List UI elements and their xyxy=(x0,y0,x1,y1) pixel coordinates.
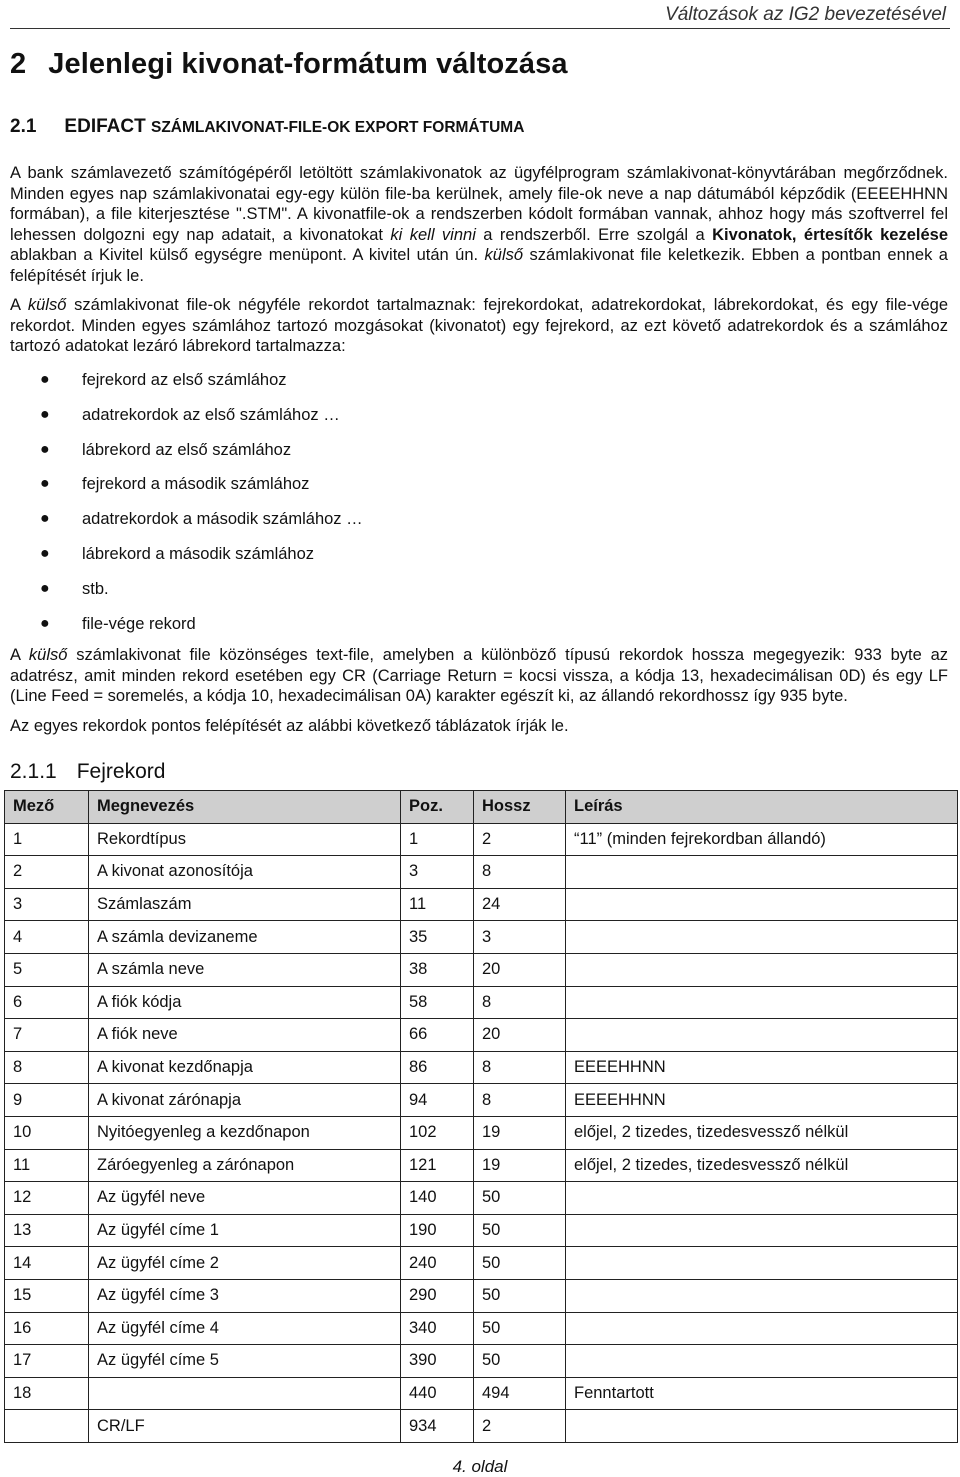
table-cell: 17 xyxy=(5,1345,89,1378)
table-cell: 5 xyxy=(5,953,89,986)
table-cell: 3 xyxy=(5,888,89,921)
table-cell xyxy=(566,986,958,1019)
table-cell: 66 xyxy=(401,1019,474,1052)
text-run: A bank számlavezető számítógépéről letöltött számlakivonatok az ügyfélprogram számlakivonat-könyvtárában megőrződnek. Minden egyes nap számlakivonatai egy-egy külön file-ba kerülnek, amely file-ok neve a nap dátumából képződik (EEEEHHNN formában), a file kiterjesztése ".STM". A kivonatfile-ok a rendszerben kódolt formában vannak, ahhoz hogy más szoftverrel fel lehessen dolgozni egy nap adatait, a kivonatokat xyxy=(10,164,948,244)
table-cell: 20 xyxy=(474,1019,566,1052)
table-cell: 35 xyxy=(401,921,474,954)
page-number: 4. oldal xyxy=(452,1457,508,1476)
table-cell: A fiók neve xyxy=(89,1019,401,1052)
column-header: Leírás xyxy=(566,791,958,824)
table-cell: Az ügyfél címe 3 xyxy=(89,1279,401,1312)
table-cell: 934 xyxy=(401,1410,474,1443)
list-item-text: file-vége rekord xyxy=(82,614,196,633)
running-header: Változások az IG2 bevezetésével xyxy=(665,4,946,25)
table-cell: 12 xyxy=(5,1182,89,1215)
text-run-italic: külső xyxy=(484,246,524,264)
subsubsection-heading xyxy=(10,760,165,784)
table-row xyxy=(5,1279,958,1312)
text-run: számlakivonat file keletkezik. Ebben a pontban ennek a felépítését írjuk le. xyxy=(10,246,948,285)
table-cell: 94 xyxy=(401,1084,474,1117)
text-run: ablakban a Kivitel külső egységre menüpont. A kivitel után ún. xyxy=(10,246,485,264)
table-cell: 8 xyxy=(474,986,566,1019)
table-cell: 6 xyxy=(5,986,89,1019)
table-cell: 19 xyxy=(474,1149,566,1182)
header-record-table xyxy=(4,790,958,1443)
list-item-text: fejrekord a második számlához xyxy=(82,475,310,494)
list-item-text: adatrekordok a második számlához … xyxy=(82,510,363,529)
table-cell: 2 xyxy=(474,1410,566,1443)
table-cell xyxy=(566,1312,958,1345)
table-body xyxy=(5,823,958,1442)
table-cell: előjel, 2 tizedes, tizedesvessző nélkül xyxy=(566,1149,958,1182)
table-cell: 38 xyxy=(401,953,474,986)
subsection-heading xyxy=(10,116,524,138)
table-cell: 2 xyxy=(474,823,566,856)
table-cell: 1 xyxy=(401,823,474,856)
table-cell: 240 xyxy=(401,1247,474,1280)
table-row xyxy=(5,856,958,889)
table-cell: 50 xyxy=(474,1182,566,1215)
text-run: számlakivonat file közönséges text-file, amelyben a különböző típusú rekordok hossza megegyezik: 933 byte az adatrész, amit minden rekord esetében egy CR (Carriage Return = kocsi vissza, a kódja 13, hexadecimálisan 0D) és egy LF (Line Feed = soremelés, a kódja 10, hexadecimálisan 0A) karakter egészít ki, az állandó rekordhossz így 935 byte. xyxy=(10,646,948,705)
table-cell: 102 xyxy=(401,1116,474,1149)
table-cell xyxy=(566,1182,958,1215)
list-item xyxy=(40,575,363,610)
header-divider xyxy=(10,28,950,29)
table-cell: 494 xyxy=(474,1377,566,1410)
list-item xyxy=(40,610,363,645)
text-run-italic: ki kell vinni xyxy=(390,225,476,244)
column-header: Megnevezés xyxy=(89,791,401,824)
table-row xyxy=(5,1019,958,1052)
table-cell: A kivonat kezdőnapja xyxy=(89,1051,401,1084)
table-cell: 10 xyxy=(5,1116,89,1149)
table-row xyxy=(5,986,958,1019)
table-row xyxy=(5,823,958,856)
table-cell: “11” (minden fejrekordban állandó) xyxy=(566,823,958,856)
list-item-text: lábrekord a második számlához xyxy=(82,544,315,563)
table-cell: 390 xyxy=(401,1345,474,1378)
table-cell: A fiók kódja xyxy=(89,986,401,1019)
table-cell xyxy=(566,1247,958,1280)
text-run-bold: Kivonatok, értesítők kezelése xyxy=(712,225,948,244)
table-cell: Az ügyfél címe 2 xyxy=(89,1247,401,1280)
table-cell: 11 xyxy=(5,1149,89,1182)
bullet-icon: ● xyxy=(40,614,50,632)
column-header: Hossz xyxy=(474,791,566,824)
subsection-number: 2.1 xyxy=(10,116,37,137)
table-cell xyxy=(566,1410,958,1443)
section-heading xyxy=(10,48,568,81)
list-item xyxy=(40,401,363,436)
table-cell xyxy=(566,1019,958,1052)
list-item xyxy=(40,436,363,471)
text-run: a rendszerből. Erre szolgál a xyxy=(475,225,713,244)
table-cell: 8 xyxy=(474,1084,566,1117)
table-row xyxy=(5,1312,958,1345)
table-cell: előjel, 2 tizedes, tizedesvessző nélkül xyxy=(566,1116,958,1149)
table-row xyxy=(5,1377,958,1410)
subsubsection-number: 2.1.1 xyxy=(10,760,57,783)
table-cell: 50 xyxy=(474,1345,566,1378)
table-cell: 121 xyxy=(401,1149,474,1182)
bullet-icon: ● xyxy=(40,371,50,388)
subsection-title-rest: SZÁMLAKIVONAT-FILE-OK EXPORT FORMÁTUMA xyxy=(150,119,525,136)
table-cell: 15 xyxy=(5,1279,89,1312)
table-cell: 9 xyxy=(5,1084,89,1117)
text-run: számlakivonat file-ok négyféle rekordot tartalmaznak: fejrekordokat, adatrekordokat, lábrekordokat, és egy file-vége rekordot. Minden egyes számlához tartozó mozgásokat (kivonatot) egy fejrekord, az ezt követő adatrekordok és a számlához tartozó adatokat lezáró lábrekord tartalmazza: xyxy=(10,296,948,355)
table-cell: A kivonat zárónapja xyxy=(89,1084,401,1117)
table-row xyxy=(5,1084,958,1117)
bullet-icon: ● xyxy=(40,510,50,528)
table-header-row xyxy=(5,791,958,824)
list-item xyxy=(40,470,363,505)
table-cell xyxy=(566,1279,958,1312)
table-cell: 8 xyxy=(474,1051,566,1084)
table-cell: 50 xyxy=(474,1214,566,1247)
intro-paragraph xyxy=(10,163,948,286)
table-cell: 11 xyxy=(401,888,474,921)
table-cell xyxy=(566,921,958,954)
table-cell xyxy=(89,1377,401,1410)
table-row xyxy=(5,953,958,986)
table-cell: 190 xyxy=(401,1214,474,1247)
table-cell: 440 xyxy=(401,1377,474,1410)
bullet-icon: ● xyxy=(40,544,50,562)
table-cell: 7 xyxy=(5,1019,89,1052)
list-item-text: fejrekord az első számlához xyxy=(82,371,287,389)
table-cell: Az ügyfél címe 5 xyxy=(89,1345,401,1378)
table-cell: 2 xyxy=(5,856,89,889)
table-cell xyxy=(566,888,958,921)
section-number: 2 xyxy=(10,48,27,80)
tables-intro-paragraph: Az egyes rekordok pontos felépítését az alábbi következő táblázatok írják le. xyxy=(10,717,569,735)
table-cell: 20 xyxy=(474,953,566,986)
table-cell: 290 xyxy=(401,1279,474,1312)
section-title: Jelenlegi kivonat-formátum változása xyxy=(48,48,568,80)
table-cell xyxy=(566,856,958,889)
table-cell: 3 xyxy=(401,856,474,889)
table-row xyxy=(5,1247,958,1280)
table-cell: EEEEHHNN xyxy=(566,1084,958,1117)
table-row xyxy=(5,921,958,954)
table-row xyxy=(5,1214,958,1247)
table-cell: 340 xyxy=(401,1312,474,1345)
bullet-icon: ● xyxy=(40,405,50,423)
table-cell: Az ügyfél címe 1 xyxy=(89,1214,401,1247)
records-paragraph xyxy=(10,295,948,357)
list-item-text: stb. xyxy=(82,579,109,598)
table-cell: 24 xyxy=(474,888,566,921)
table-cell xyxy=(5,1410,89,1443)
list-item xyxy=(40,505,363,540)
record-order-list xyxy=(40,366,363,644)
text-run: A xyxy=(10,646,29,664)
table-cell: A számla neve xyxy=(89,953,401,986)
table-cell: 50 xyxy=(474,1312,566,1345)
table-cell: 1 xyxy=(5,823,89,856)
table-cell: 50 xyxy=(474,1247,566,1280)
table-cell: A kivonat azonosítója xyxy=(89,856,401,889)
table-cell: 19 xyxy=(474,1116,566,1149)
subsubsection-title: Fejrekord xyxy=(76,760,166,783)
table-cell: A számla devizaneme xyxy=(89,921,401,954)
subsection-title-lead: EDIFACT xyxy=(64,116,146,137)
list-item xyxy=(40,366,363,401)
column-header: Mező xyxy=(5,791,89,824)
table-cell xyxy=(566,953,958,986)
table-cell: Nyitóegyenleg a kezdőnapon xyxy=(89,1116,401,1149)
table-cell: Rekordtípus xyxy=(89,823,401,856)
table-cell: Fenntartott xyxy=(566,1377,958,1410)
table-row xyxy=(5,1149,958,1182)
bullet-icon: ● xyxy=(40,475,50,493)
table-cell xyxy=(566,1345,958,1378)
table-cell: Az ügyfél címe 4 xyxy=(89,1312,401,1345)
text-file-paragraph xyxy=(10,645,948,707)
table-cell: 140 xyxy=(401,1182,474,1215)
table-cell: 8 xyxy=(474,856,566,889)
table-cell: Az ügyfél neve xyxy=(89,1182,401,1215)
list-item xyxy=(40,540,363,575)
table-row xyxy=(5,1116,958,1149)
list-item-text: lábrekord az első számlához xyxy=(82,440,292,459)
table-cell: 14 xyxy=(5,1247,89,1280)
bullet-icon: ● xyxy=(40,440,50,458)
table-cell: 86 xyxy=(401,1051,474,1084)
table-cell: 8 xyxy=(5,1051,89,1084)
table-cell xyxy=(566,1214,958,1247)
table-cell: EEEEHHNN xyxy=(566,1051,958,1084)
table-cell: 16 xyxy=(5,1312,89,1345)
table-cell: Számlaszám xyxy=(89,888,401,921)
table-cell: 18 xyxy=(5,1377,89,1410)
list-item-text: adatrekordok az első számlához … xyxy=(82,405,340,424)
bullet-icon: ● xyxy=(40,579,50,597)
table-cell: 13 xyxy=(5,1214,89,1247)
table-row xyxy=(5,1182,958,1215)
table-row xyxy=(5,1410,958,1443)
table-cell: 50 xyxy=(474,1279,566,1312)
text-run-italic: külső xyxy=(28,646,68,664)
table-cell: 3 xyxy=(474,921,566,954)
table-cell: 58 xyxy=(401,986,474,1019)
table-cell: CR/LF xyxy=(89,1410,401,1443)
table-row xyxy=(5,1345,958,1378)
column-header: Poz. xyxy=(401,791,474,824)
table-cell: 4 xyxy=(5,921,89,954)
table-row xyxy=(5,1051,958,1084)
text-run-italic: külső xyxy=(27,296,67,314)
table-cell: Záróegyenleg a zárónapon xyxy=(89,1149,401,1182)
table-row xyxy=(5,888,958,921)
text-run: A xyxy=(10,296,28,314)
